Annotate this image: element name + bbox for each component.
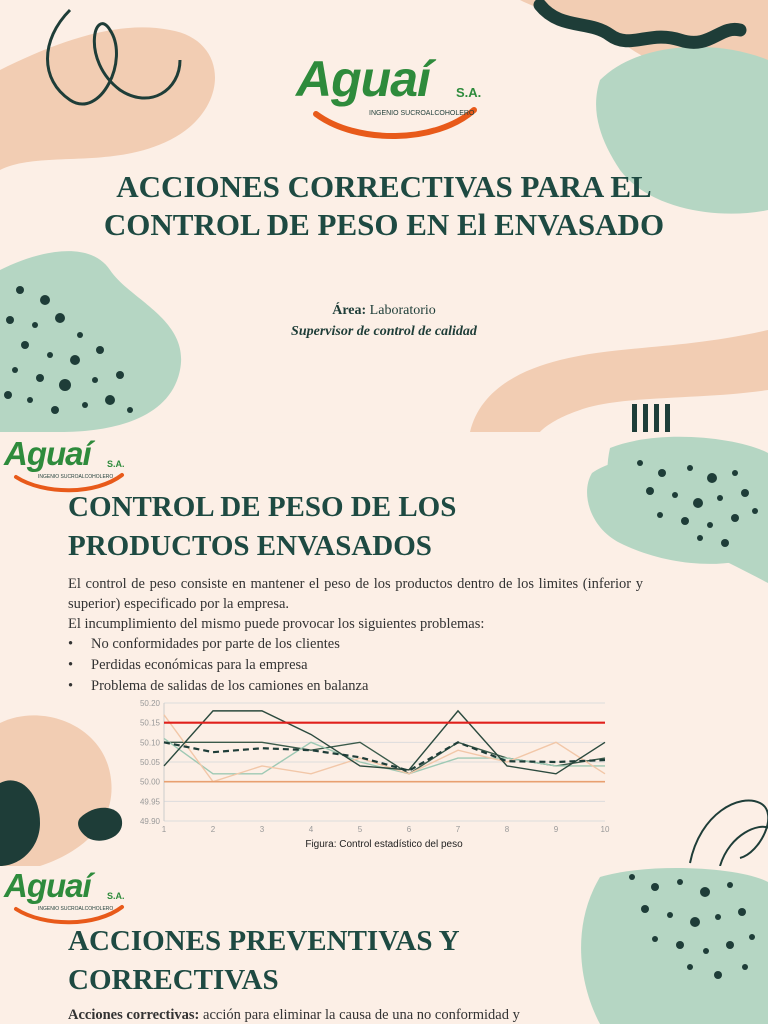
x-tick-label: 2 — [210, 825, 216, 834]
company-logo — [4, 437, 129, 495]
x-tick-label: 3 — [259, 825, 265, 834]
logo-suffix: S.A. — [107, 459, 125, 469]
corrective-actions-text — [68, 1007, 643, 1024]
section-title-line1: ACCIONES PREVENTIVAS Y — [68, 925, 460, 957]
list-item: • Perdidas económicas para la empresa — [68, 655, 643, 676]
logo-wordmark: Aguaí — [4, 435, 91, 472]
section-body — [68, 574, 643, 697]
x-tick-label: 6 — [406, 825, 412, 834]
logo-suffix: S.A. — [107, 891, 125, 901]
slide-weight-control — [0, 433, 768, 866]
logo-suffix: S.A. — [456, 85, 482, 100]
logo-wordmark: Aguaí — [296, 51, 430, 107]
section-title-line1: CONTROL DE PESO DE LOS — [68, 491, 457, 523]
y-tick-label: 49.90 — [139, 817, 160, 826]
list-item: • Problema de salidas de los camiones en balanza — [68, 676, 643, 697]
chart-caption: Figura: Control estadístico del peso — [305, 839, 463, 850]
problem-list — [68, 634, 643, 697]
corrective-actions-label: Acciones correctivas: — [68, 1007, 200, 1023]
y-tick-label: 50.10 — [139, 738, 160, 748]
paragraph-2: El incumplimiento del mismo puede provocar los siguientes problemas: — [68, 616, 485, 632]
area-value: Laboratorio — [369, 303, 436, 318]
slide-title-heading: ACCIONES CORRECTIVAS PARA EL CONTROL DE PESO EN El ENVASADO — [103, 169, 665, 242]
company-logo — [4, 869, 129, 927]
y-tick-label: 49.95 — [139, 797, 160, 807]
x-tick-label: 4 — [308, 825, 314, 834]
y-tick-label: 50.20 — [139, 699, 160, 708]
logo-tagline: INGENIO SUCROALCOHOLERO — [38, 474, 114, 480]
x-tick-label: 8 — [504, 825, 510, 834]
logo-tagline: INGENIO SUCROALCOHOLERO — [38, 906, 114, 912]
logo-tagline: INGENIO SUCROALCOHOLERO — [369, 110, 475, 117]
slide-title — [0, 0, 768, 432]
weight-control-chart — [120, 697, 620, 837]
x-tick-label: 9 — [553, 825, 559, 834]
area-line — [0, 303, 768, 319]
y-tick-label: 50.05 — [139, 758, 160, 767]
y-tick-label: 50.00 — [139, 777, 160, 787]
series-line-sample-b — [164, 742, 605, 773]
section-title-line2: CORRECTIVAS — [68, 964, 279, 996]
company-logo — [296, 52, 486, 142]
x-tick-label: 7 — [455, 825, 461, 834]
section-title — [68, 922, 460, 1000]
x-tick-label: 5 — [357, 825, 363, 834]
role-line: Supervisor de control de calidad — [291, 324, 477, 339]
logo-wordmark: Aguaí — [4, 867, 91, 904]
x-tick-label: 10 — [600, 825, 610, 834]
x-tick-label: 1 — [161, 825, 167, 834]
corrective-actions-definition: acción para eliminar la causa de una no conformidad y — [199, 1007, 520, 1023]
list-item: • No conformidades por parte de los clientes — [68, 634, 643, 655]
section-title-line2: PRODUCTOS ENVASADOS — [68, 530, 432, 562]
area-label: Área: — [332, 303, 367, 318]
slide-actions — [0, 867, 768, 1024]
paragraph-1: El control de peso consiste en mantener el peso de los productos dentro de los limites (inferior y superior) especificado por la empresa. — [68, 576, 643, 612]
section-title — [68, 488, 456, 566]
y-tick-label: 50.15 — [139, 718, 160, 728]
